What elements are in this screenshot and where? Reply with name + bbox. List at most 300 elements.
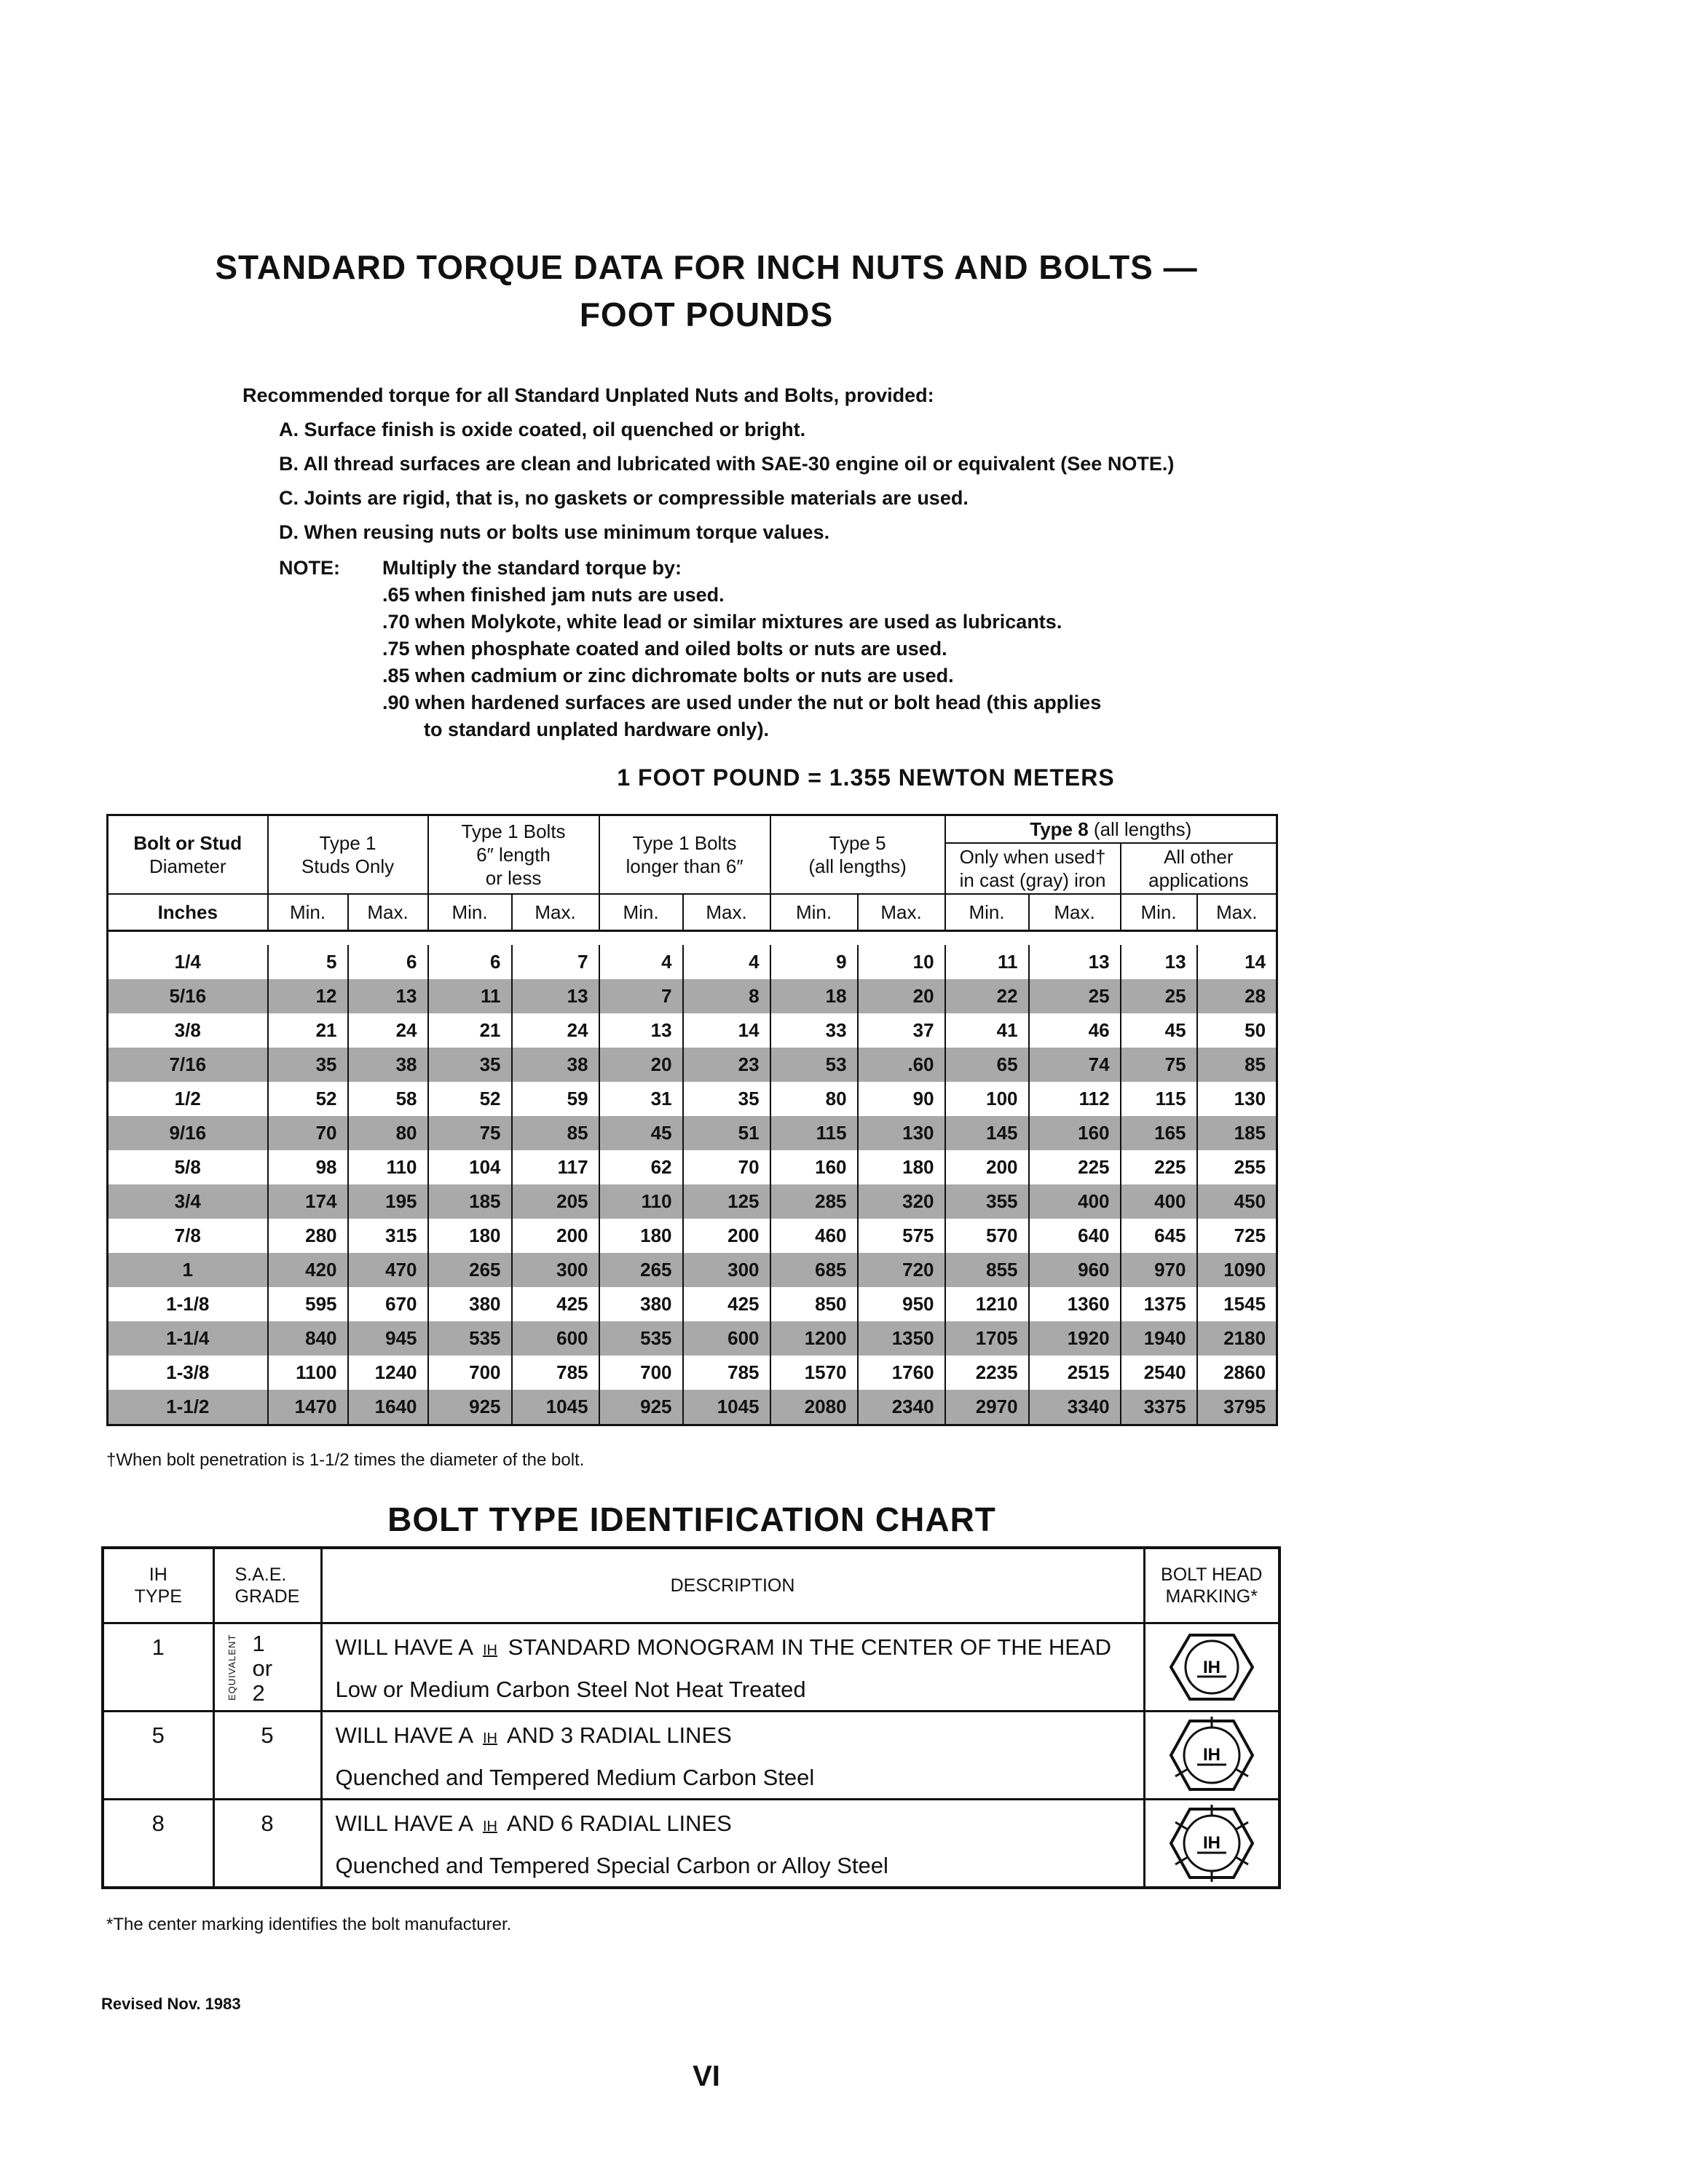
monogram-text: IH — [1202, 1833, 1220, 1853]
torque-cell: 52 — [268, 1082, 348, 1116]
torque-cell: 670 — [348, 1287, 428, 1321]
torque-cell: 130 — [1197, 1082, 1277, 1116]
description-text: WILL HAVE A — [335, 1811, 473, 1836]
torque-cell: 100 — [945, 1082, 1029, 1116]
torque-cell: 2515 — [1029, 1356, 1121, 1390]
ih-monogram-icon: IH — [482, 1642, 497, 1658]
torque-cell: 700 — [599, 1356, 683, 1390]
diameter-cell: 3/8 — [108, 1013, 268, 1048]
note-label: NOTE: — [279, 557, 340, 579]
header-min: Min. — [770, 894, 858, 931]
torque-cell: 12 — [268, 979, 348, 1013]
revision-date: Revised Nov. 1983 — [101, 1995, 241, 2013]
torque-cell: 2235 — [945, 1356, 1029, 1390]
torque-cell: 52 — [428, 1082, 512, 1116]
header-text: Type 1 — [319, 832, 376, 854]
torque-cell: 38 — [512, 1048, 599, 1082]
header-text: applications — [1148, 869, 1249, 891]
bolt-head-type5-icon — [1168, 1715, 1255, 1795]
ih-type-cell: 5 — [103, 1712, 213, 1800]
torque-cell: 225 — [1121, 1150, 1197, 1184]
torque-cell: 62 — [599, 1150, 683, 1184]
torque-cell: 112 — [1029, 1082, 1121, 1116]
header-bolt-diameter — [108, 815, 268, 895]
table-row — [108, 979, 1277, 1013]
torque-cell: 1350 — [858, 1321, 945, 1356]
torque-cell: 13 — [1029, 945, 1121, 979]
torque-cell: 320 — [858, 1184, 945, 1219]
torque-cell: 145 — [945, 1116, 1029, 1150]
torque-cell: 160 — [1029, 1116, 1121, 1150]
torque-cell: 570 — [945, 1219, 1029, 1253]
torque-cell: 117 — [512, 1150, 599, 1184]
torque-cell: 174 — [268, 1184, 348, 1219]
torque-cell: 685 — [770, 1253, 858, 1287]
torque-cell: 11 — [945, 945, 1029, 979]
torque-cell: 285 — [770, 1184, 858, 1219]
diameter-cell: 1-1/8 — [108, 1287, 268, 1321]
torque-cell: 380 — [599, 1287, 683, 1321]
torque-cell: 7 — [512, 945, 599, 979]
torque-cell: 1760 — [858, 1356, 945, 1390]
torque-cell: 24 — [512, 1013, 599, 1048]
description-text: WILL HAVE A — [335, 1634, 473, 1660]
sae-grade-or: or — [252, 1655, 273, 1681]
torque-cell: 46 — [1029, 1013, 1121, 1048]
table-row — [108, 1219, 1277, 1253]
torque-cell: 425 — [512, 1287, 599, 1321]
description-text: AND 3 RADIAL LINES — [506, 1722, 732, 1748]
torque-cell: 4 — [683, 945, 770, 979]
torque-cell: 640 — [1029, 1219, 1121, 1253]
note-intro: Multiply the standard torque by: — [382, 557, 682, 579]
torque-cell: 25 — [1029, 979, 1121, 1013]
torque-cell: 125 — [683, 1184, 770, 1219]
description-line — [323, 1712, 1143, 1759]
note-item-continuation: to standard unplated hardware only). — [424, 719, 770, 740]
diameter-cell: 1/2 — [108, 1082, 268, 1116]
torque-cell: 600 — [683, 1321, 770, 1356]
torque-cell: 21 — [428, 1013, 512, 1048]
torque-cell: 74 — [1029, 1048, 1121, 1082]
table-row — [108, 1116, 1277, 1150]
description-cell — [321, 1712, 1144, 1800]
header-sae-grade — [213, 1548, 321, 1623]
note-item: .75 when phosphate coated and oiled bolts or nuts are used. — [382, 638, 947, 660]
header-text: Only when used† — [959, 846, 1106, 868]
header-max: Max. — [858, 894, 945, 931]
torque-cell: 18 — [770, 979, 858, 1013]
torque-cell: 595 — [268, 1287, 348, 1321]
monogram-text: IH — [1202, 1745, 1220, 1765]
header-max: Max. — [348, 894, 428, 931]
header-max: Max. — [1197, 894, 1277, 931]
torque-cell: 855 — [945, 1253, 1029, 1287]
torque-cell: 115 — [770, 1116, 858, 1150]
page-title-line-1: STANDARD TORQUE DATA FOR INCH NUTS AND BOLTS — — [215, 248, 1198, 286]
torque-cell: 2540 — [1121, 1356, 1197, 1390]
header-bolt-head-marking — [1144, 1548, 1279, 1623]
torque-cell: 1375 — [1121, 1287, 1197, 1321]
marking-cell — [1144, 1623, 1279, 1712]
diameter-cell: 1 — [108, 1253, 268, 1287]
header-max: Max. — [1029, 894, 1121, 931]
header-type1-studs — [268, 815, 428, 895]
torque-cell: 180 — [599, 1219, 683, 1253]
torque-cell: 2970 — [945, 1390, 1029, 1425]
torque-cell: 70 — [683, 1150, 770, 1184]
torque-cell: 535 — [599, 1321, 683, 1356]
header-type8-cast-iron — [945, 843, 1121, 894]
note-item: .90 when hardened surfaces are used under the nut or bolt head (this applies — [382, 692, 1102, 713]
diameter-cell: 1-1/2 — [108, 1390, 268, 1425]
material-text: Quenched and Tempered Special Carbon or Alloy Steel — [335, 1853, 888, 1878]
material-text: Low or Medium Carbon Steel Not Heat Treated — [335, 1677, 806, 1702]
torque-cell: 23 — [683, 1048, 770, 1082]
header-ih-type — [103, 1548, 213, 1623]
torque-cell: 58 — [348, 1082, 428, 1116]
torque-cell: 104 — [428, 1150, 512, 1184]
description-text: WILL HAVE A — [335, 1722, 473, 1748]
torque-cell: 200 — [512, 1219, 599, 1253]
torque-cell: 925 — [428, 1390, 512, 1425]
torque-cell: 22 — [945, 979, 1029, 1013]
bolt-head-type1-icon — [1168, 1631, 1255, 1704]
header-inches: Inches — [108, 894, 268, 931]
torque-cell: 945 — [348, 1321, 428, 1356]
torque-cell: 70 — [268, 1116, 348, 1150]
torque-cell: 1100 — [268, 1356, 348, 1390]
torque-cell: 425 — [683, 1287, 770, 1321]
header-min: Min. — [268, 894, 348, 931]
diameter-cell: 7/16 — [108, 1048, 268, 1082]
torque-cell: 75 — [428, 1116, 512, 1150]
condition-c: C. Joints are rigid, that is, no gaskets or compressible materials are used. — [279, 487, 969, 509]
torque-cell: 1545 — [1197, 1287, 1277, 1321]
header-type1-short — [428, 815, 599, 895]
torque-cell: 4 — [599, 945, 683, 979]
sae-grade-cell: 5 — [213, 1712, 321, 1800]
torque-cell: 53 — [770, 1048, 858, 1082]
diameter-cell: 1-3/8 — [108, 1356, 268, 1390]
spacer — [108, 931, 1277, 946]
header-type5 — [770, 815, 945, 895]
torque-cell: 1090 — [1197, 1253, 1277, 1287]
torque-cell: 160 — [770, 1150, 858, 1184]
torque-cell: .60 — [858, 1048, 945, 1082]
torque-cell: 35 — [683, 1082, 770, 1116]
torque-cell: 13 — [348, 979, 428, 1013]
torque-cell: 460 — [770, 1219, 858, 1253]
torque-cell: 3795 — [1197, 1390, 1277, 1425]
torque-cell: 300 — [683, 1253, 770, 1287]
torque-cell: 51 — [683, 1116, 770, 1150]
diameter-cell: 1/4 — [108, 945, 268, 979]
torque-cell: 1200 — [770, 1321, 858, 1356]
torque-cell: 2180 — [1197, 1321, 1277, 1356]
torque-cell: 80 — [348, 1116, 428, 1150]
torque-cell: 575 — [858, 1219, 945, 1253]
torque-cell: 180 — [858, 1150, 945, 1184]
torque-cell: 3375 — [1121, 1390, 1197, 1425]
torque-cell: 45 — [1121, 1013, 1197, 1048]
header-text: BOLT HEAD — [1161, 1564, 1263, 1585]
header-text: Type 1 Bolts — [632, 832, 737, 854]
torque-cell: 2860 — [1197, 1356, 1277, 1390]
dagger-footnote: †When bolt penetration is 1-1/2 times the diameter of the bolt. — [106, 1450, 585, 1470]
header-text: (all lengths) — [808, 855, 907, 877]
torque-cell: 5 — [268, 945, 348, 979]
header-type8 — [945, 815, 1277, 844]
conversion-text: 1 FOOT POUND = 1.355 NEWTON METERS — [617, 764, 1115, 791]
torque-cell: 20 — [599, 1048, 683, 1082]
torque-cell: 420 — [268, 1253, 348, 1287]
description-text: STANDARD MONOGRAM IN THE CENTER OF THE HEAD — [508, 1634, 1112, 1660]
bolt-id-table — [101, 1546, 1281, 1889]
torque-cell: 33 — [770, 1013, 858, 1048]
table-row — [108, 1013, 1277, 1048]
torque-cell: 2080 — [770, 1390, 858, 1425]
torque-cell: 90 — [858, 1082, 945, 1116]
torque-cell: 180 — [428, 1219, 512, 1253]
torque-cell: 470 — [348, 1253, 428, 1287]
torque-cell: 11 — [428, 979, 512, 1013]
header-type8-other — [1121, 843, 1277, 894]
torque-cell: 110 — [348, 1150, 428, 1184]
monogram-text: IH — [1202, 1658, 1220, 1677]
torque-cell: 24 — [348, 1013, 428, 1048]
conversion-line — [0, 764, 1688, 791]
torque-cell: 110 — [599, 1184, 683, 1219]
header-min: Min. — [599, 894, 683, 931]
torque-cell: 400 — [1121, 1184, 1197, 1219]
torque-cell: 35 — [268, 1048, 348, 1082]
header-bolt-line2: Diameter — [149, 855, 226, 877]
table-row — [108, 1150, 1277, 1184]
torque-cell: 35 — [428, 1048, 512, 1082]
note-item: .85 when cadmium or zinc dichromate bolts or nuts are used. — [382, 665, 954, 687]
table-row — [108, 1184, 1277, 1219]
header-text: MARKING* — [1165, 1586, 1258, 1607]
torque-cell: 725 — [1197, 1219, 1277, 1253]
torque-cell: 10 — [858, 945, 945, 979]
header-text: Type 8 — [1030, 818, 1089, 840]
torque-cell: 13 — [1121, 945, 1197, 979]
bolt-chart-title: BOLT TYPE IDENTIFICATION CHART — [387, 1500, 996, 1538]
header-max: Max. — [683, 894, 770, 931]
description-cell — [321, 1623, 1144, 1712]
sae-grade-cell — [213, 1623, 321, 1712]
torque-cell: 850 — [770, 1287, 858, 1321]
table-row — [108, 945, 1277, 979]
header-text: All other — [1164, 846, 1234, 868]
torque-cell: 720 — [858, 1253, 945, 1287]
header-min: Min. — [428, 894, 512, 931]
torque-cell: 85 — [1197, 1048, 1277, 1082]
torque-cell: 200 — [683, 1219, 770, 1253]
header-text: Type 1 Bolts — [461, 820, 566, 842]
table-row — [108, 1321, 1277, 1356]
torque-cell: 80 — [770, 1082, 858, 1116]
torque-cell: 785 — [683, 1356, 770, 1390]
torque-cell: 205 — [512, 1184, 599, 1219]
torque-table — [106, 814, 1278, 1426]
torque-cell: 41 — [945, 1013, 1029, 1048]
torque-cell: 165 — [1121, 1116, 1197, 1150]
header-min: Min. — [1121, 894, 1197, 931]
table-row — [108, 1390, 1277, 1425]
header-text: S.A.E. — [234, 1564, 287, 1585]
note-item: .65 when finished jam nuts are used. — [382, 584, 725, 606]
header-text: GRADE — [234, 1586, 300, 1607]
torque-cell: 45 — [599, 1116, 683, 1150]
torque-cell: 38 — [348, 1048, 428, 1082]
condition-d: D. When reusing nuts or bolts use minimum torque values. — [279, 521, 830, 543]
table-row — [108, 1356, 1277, 1390]
header-description: DESCRIPTION — [321, 1548, 1144, 1623]
torque-cell: 28 — [1197, 979, 1277, 1013]
torque-cell: 1360 — [1029, 1287, 1121, 1321]
torque-cell: 1640 — [348, 1390, 428, 1425]
ih-monogram-icon: IH — [482, 1730, 497, 1746]
header-text: or less — [485, 867, 542, 889]
torque-cell: 450 — [1197, 1184, 1277, 1219]
ih-monogram-icon: IH — [482, 1819, 497, 1835]
header-text: in cast (gray) iron — [959, 869, 1106, 891]
equivalent-label: EQUIVALENT — [226, 1634, 237, 1701]
torque-cell: 970 — [1121, 1253, 1197, 1287]
header-text: longer than 6″ — [626, 855, 744, 877]
torque-cell: 1920 — [1029, 1321, 1121, 1356]
torque-cell: 355 — [945, 1184, 1029, 1219]
torque-cell: 31 — [599, 1082, 683, 1116]
page-title-line-2: FOOT POUNDS — [579, 296, 834, 333]
header-text: (all lengths) — [1093, 818, 1192, 840]
sae-grade-value: 2 — [252, 1680, 265, 1706]
torque-cell: 400 — [1029, 1184, 1121, 1219]
torque-cell: 265 — [599, 1253, 683, 1287]
torque-cell: 6 — [428, 945, 512, 979]
description-cell — [321, 1800, 1144, 1888]
torque-cell: 8 — [683, 979, 770, 1013]
torque-cell: 2340 — [858, 1390, 945, 1425]
torque-cell: 13 — [599, 1013, 683, 1048]
torque-cell: 1705 — [945, 1321, 1029, 1356]
torque-cell: 380 — [428, 1287, 512, 1321]
marking-cell — [1144, 1712, 1279, 1800]
diameter-cell: 9/16 — [108, 1116, 268, 1150]
torque-cell: 59 — [512, 1082, 599, 1116]
torque-cell: 300 — [512, 1253, 599, 1287]
table-row — [108, 1048, 1277, 1082]
note-item: .70 when Molykote, white lead or similar mixtures are used as lubricants. — [382, 611, 1062, 633]
torque-cell: 255 — [1197, 1150, 1277, 1184]
torque-cell: 1045 — [512, 1390, 599, 1425]
torque-cell: 840 — [268, 1321, 348, 1356]
torque-cell: 14 — [683, 1013, 770, 1048]
torque-cell: 13 — [512, 979, 599, 1013]
page-number: VI — [693, 2060, 720, 2092]
conditions-block — [242, 379, 1174, 550]
torque-cell: 130 — [858, 1116, 945, 1150]
description-line — [323, 1800, 1143, 1847]
conditions-intro: Recommended torque for all Standard Unplated Nuts and Bolts, provided: — [242, 384, 934, 406]
torque-cell: 1045 — [683, 1390, 770, 1425]
torque-cell: 785 — [512, 1356, 599, 1390]
torque-cell: 200 — [945, 1150, 1029, 1184]
diameter-cell: 5/8 — [108, 1150, 268, 1184]
sae-grade-cell: 8 — [213, 1800, 321, 1888]
torque-cell: 225 — [1029, 1150, 1121, 1184]
description-text: AND 6 RADIAL LINES — [506, 1811, 732, 1836]
header-text: 6″ length — [476, 844, 551, 866]
torque-cell: 1470 — [268, 1390, 348, 1425]
ih-type-cell: 1 — [103, 1623, 213, 1712]
torque-cell: 265 — [428, 1253, 512, 1287]
torque-cell: 535 — [428, 1321, 512, 1356]
torque-cell: 9 — [770, 945, 858, 979]
torque-cell: 14 — [1197, 945, 1277, 979]
ih-type-cell: 8 — [103, 1800, 213, 1888]
header-min: Min. — [945, 894, 1029, 931]
torque-cell: 315 — [348, 1219, 428, 1253]
torque-cell: 925 — [599, 1390, 683, 1425]
table-row — [108, 1082, 1277, 1116]
torque-cell: 195 — [348, 1184, 428, 1219]
star-footnote: *The center marking identifies the bolt manufacturer. — [106, 1915, 512, 1934]
torque-cell: 700 — [428, 1356, 512, 1390]
diameter-cell: 5/16 — [108, 979, 268, 1013]
torque-cell: 1240 — [348, 1356, 428, 1390]
torque-cell: 75 — [1121, 1048, 1197, 1082]
torque-cell: 960 — [1029, 1253, 1121, 1287]
torque-cell: 185 — [428, 1184, 512, 1219]
header-bolt-line1: Bolt or Stud — [133, 832, 242, 854]
header-type1-long — [599, 815, 770, 895]
header-text: Studs Only — [301, 855, 395, 877]
marking-cell — [1144, 1800, 1279, 1888]
note-block — [279, 555, 1101, 743]
torque-cell: 115 — [1121, 1082, 1197, 1116]
diameter-cell: 3/4 — [108, 1184, 268, 1219]
description-line — [323, 1624, 1143, 1671]
torque-cell: 1570 — [770, 1356, 858, 1390]
header-text: TYPE — [134, 1586, 182, 1607]
torque-cell: 950 — [858, 1287, 945, 1321]
torque-cell: 600 — [512, 1321, 599, 1356]
sae-grade-value: 1 — [252, 1631, 265, 1656]
diameter-cell: 7/8 — [108, 1219, 268, 1253]
header-text: IH — [149, 1564, 167, 1585]
condition-a: A. Surface finish is oxide coated, oil quenched or bright. — [279, 419, 806, 440]
torque-cell: 20 — [858, 979, 945, 1013]
torque-cell: 6 — [348, 945, 428, 979]
torque-cell: 3340 — [1029, 1390, 1121, 1425]
table-row — [108, 1287, 1277, 1321]
torque-cell: 185 — [1197, 1116, 1277, 1150]
torque-cell: 645 — [1121, 1219, 1197, 1253]
header-text: Type 5 — [829, 832, 886, 854]
bolt-head-type8-icon — [1168, 1803, 1255, 1883]
torque-cell: 25 — [1121, 979, 1197, 1013]
material-text: Quenched and Tempered Medium Carbon Steel — [335, 1765, 815, 1790]
torque-cell: 50 — [1197, 1013, 1277, 1048]
torque-cell: 21 — [268, 1013, 348, 1048]
torque-cell: 1210 — [945, 1287, 1029, 1321]
torque-cell: 37 — [858, 1013, 945, 1048]
torque-cell: 7 — [599, 979, 683, 1013]
diameter-cell: 1-1/4 — [108, 1321, 268, 1356]
